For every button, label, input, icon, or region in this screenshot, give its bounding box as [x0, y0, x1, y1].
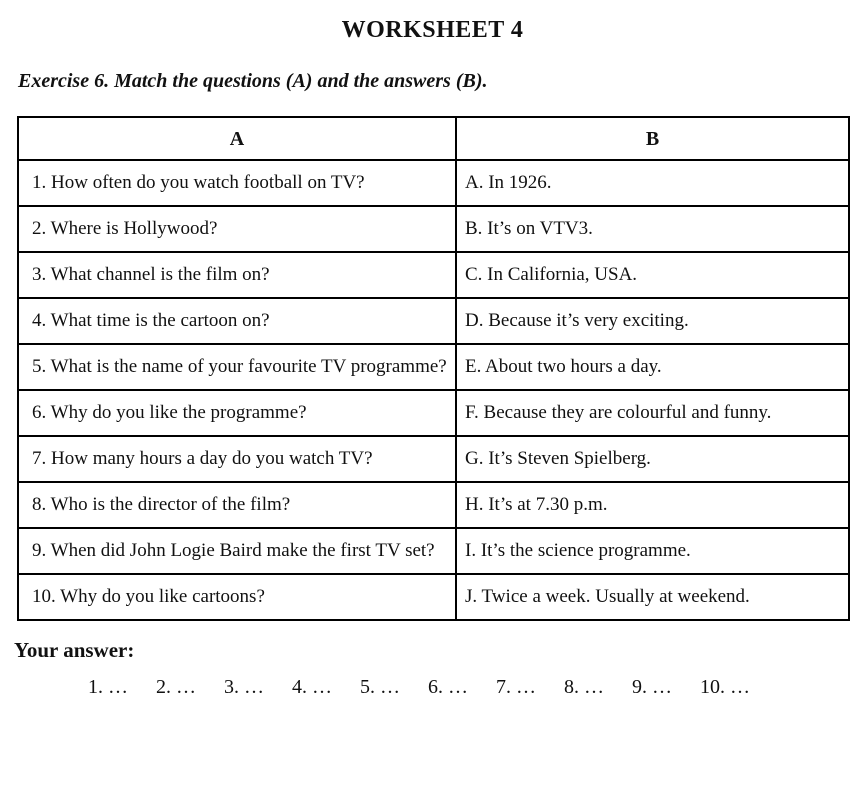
exercise-heading: Exercise 6. Match the questions (A) and the answers (B). [18, 70, 488, 92]
question-cell: 1. How often do you watch football on TV? [18, 160, 456, 206]
answer-blank: 10. … [700, 676, 750, 698]
match-table [17, 116, 850, 621]
answer-blank: 4. … [292, 676, 332, 698]
column-header-a: A [18, 117, 456, 160]
table-row [18, 390, 849, 436]
table-row [18, 436, 849, 482]
answer-cell: I. It’s the science programme. [456, 528, 849, 574]
question-cell: 4. What time is the cartoon on? [18, 298, 456, 344]
answer-cell: B. It’s on VTV3. [456, 206, 849, 252]
question-cell: 8. Who is the director of the film? [18, 482, 456, 528]
table-header-row [18, 117, 849, 160]
answer-blank: 7. … [496, 676, 536, 698]
answer-cell: G. It’s Steven Spielberg. [456, 436, 849, 482]
table-row [18, 344, 849, 390]
table-row [18, 574, 849, 620]
answer-cell: C. In California, USA. [456, 252, 849, 298]
answer-cell: A. In 1926. [456, 160, 849, 206]
table-row [18, 482, 849, 528]
answer-blanks-row [88, 676, 865, 699]
answer-blank: 6. … [428, 676, 468, 698]
answer-blank: 1. … [88, 676, 128, 698]
answer-cell: E. About two hours a day. [456, 344, 849, 390]
your-answer-label: Your answer: [14, 638, 135, 662]
table-row [18, 206, 849, 252]
answer-blank: 9. … [632, 676, 672, 698]
question-cell: 7. How many hours a day do you watch TV? [18, 436, 456, 482]
answer-blank: 8. … [564, 676, 604, 698]
question-cell: 9. When did John Logie Baird make the first TV set? [18, 528, 456, 574]
question-cell: 3. What channel is the film on? [18, 252, 456, 298]
table-row [18, 528, 849, 574]
answer-blank: 3. … [224, 676, 264, 698]
answer-cell: H. It’s at 7.30 p.m. [456, 482, 849, 528]
question-cell: 10. Why do you like cartoons? [18, 574, 456, 620]
worksheet-page [0, 17, 865, 787]
answer-cell: D. Because it’s very exciting. [456, 298, 849, 344]
column-header-b: B [456, 117, 849, 160]
answer-cell: J. Twice a week. Usually at weekend. [456, 574, 849, 620]
page-title: WORKSHEET 4 [341, 17, 524, 43]
question-cell: 5. What is the name of your favourite TV programme? [18, 344, 456, 390]
answer-blank: 2. … [156, 676, 196, 698]
table-row [18, 160, 849, 206]
question-cell: 2. Where is Hollywood? [18, 206, 456, 252]
answer-blank: 5. … [360, 676, 400, 698]
table-row [18, 298, 849, 344]
question-cell: 6. Why do you like the programme? [18, 390, 456, 436]
answer-cell: F. Because they are colourful and funny. [456, 390, 849, 436]
table-row [18, 252, 849, 298]
